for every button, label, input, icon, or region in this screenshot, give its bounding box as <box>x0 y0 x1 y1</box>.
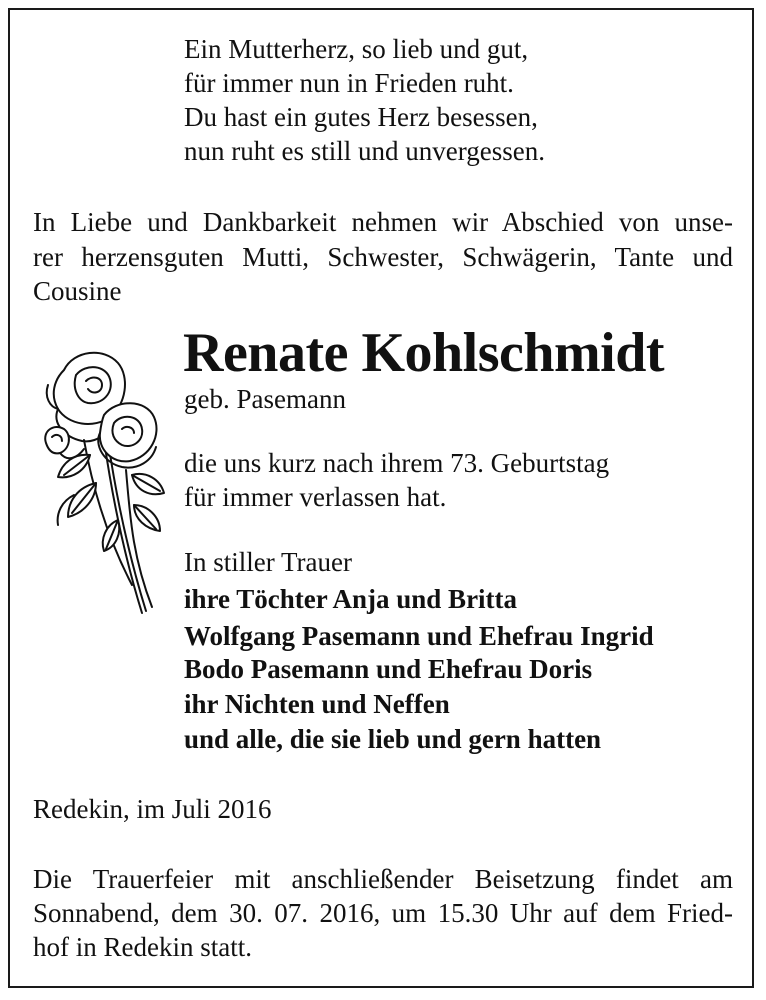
mourner-name: Bodo Pasemann und Ehefrau Doris <box>184 654 593 684</box>
birth-name: geb. Pasemann <box>184 384 346 414</box>
funeral-line: Sonnabend, dem 30. 07. 2016, um 15.30 Uhr auf dem Fried- <box>33 898 733 928</box>
intro-line: rer herzensguten Mutti, Schwester, Schwägerin, Tante und <box>33 242 733 272</box>
mourner-name: Wolfgang Pasemann und Ehefrau Ingrid <box>184 621 654 651</box>
mourners-heading: In stiller Trauer <box>184 547 352 577</box>
intro-line: In Liebe und Dankbarkeit nehmen wir Abschied von unse- <box>33 207 733 237</box>
deceased-name: Renate Kohlschmidt <box>183 322 664 384</box>
poem-line: nun ruht es still und unvergessen. <box>184 136 545 166</box>
death-note-line: für immer verlassen hat. <box>184 482 447 512</box>
mourner-name: und alle, die sie lieb und gern hatten <box>184 724 602 754</box>
rose-illustration <box>34 345 169 620</box>
funeral-line: hof in Redekin statt. <box>33 932 252 962</box>
death-note-line: die uns kurz nach ihrem 73. Geburtstag <box>184 448 610 478</box>
intro-line: Cousine <box>33 276 122 306</box>
funeral-line: Die Trauerfeier mit anschließender Beisetzung findet am <box>33 864 733 894</box>
mourner-name: ihre Töchter Anja und Britta <box>184 584 518 614</box>
poem-line: Du hast ein gutes Herz besessen, <box>184 102 538 132</box>
place-date: Redekin, im Juli 2016 <box>33 794 272 824</box>
mourner-name: ihr Nichten und Neffen <box>184 689 450 719</box>
poem-line: für immer nun in Frieden ruht. <box>184 68 514 98</box>
poem-line: Ein Mutterherz, so lieb und gut, <box>184 34 529 64</box>
